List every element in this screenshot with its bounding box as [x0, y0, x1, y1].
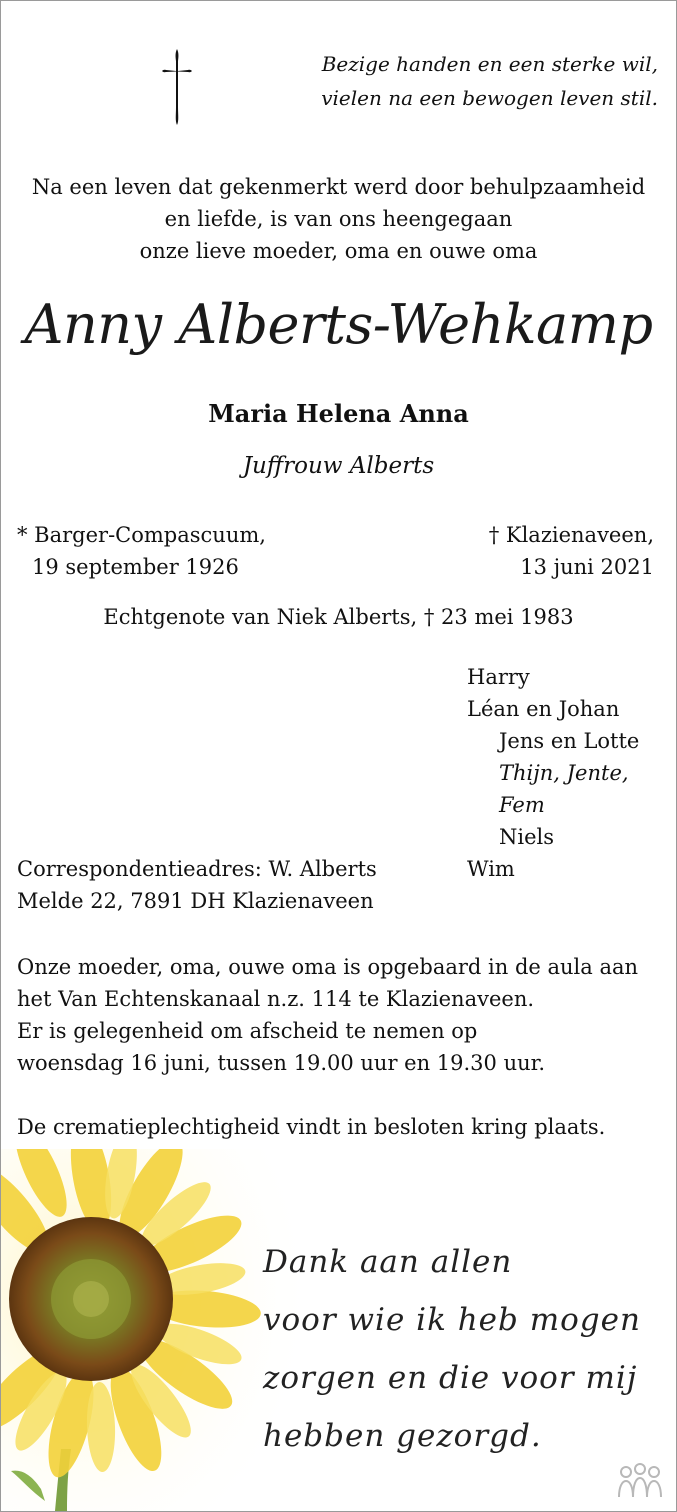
death-place: † Klazienaveen,	[488, 523, 654, 547]
intro-text	[1, 171, 676, 267]
spouse-line: Echtgenote van Niek Alberts, † 23 mei 1983	[103, 605, 574, 629]
thanks-line: voor wie ik heb mogen	[263, 1302, 641, 1338]
deceased-nickname: Juffrouw Alberts	[242, 453, 435, 479]
death-date: 13 juni 2021	[520, 555, 654, 579]
correspondence-address	[17, 853, 377, 917]
deceased-signature-name: Anny Alberts-Wehkamp	[24, 293, 653, 356]
deceased-full-name: Maria Helena Anna	[208, 399, 469, 428]
notice-line: Onze moeder, oma, ouwe oma is opgebaard in de aula aan	[17, 955, 639, 979]
family-member: Wim	[467, 857, 515, 881]
family-member: Léan en Johan	[467, 697, 620, 721]
poem-line: Bezige handen en een sterke wil,	[321, 52, 658, 76]
intro-line: en liefde, is van ons heengegaan	[164, 207, 513, 231]
viewing-notice	[17, 951, 638, 1079]
family-member: Harry	[467, 665, 530, 689]
thanks-line: hebben gezorgd.	[263, 1418, 542, 1454]
family-list	[467, 661, 676, 885]
thanks-line: zorgen en die voor mij	[263, 1360, 638, 1396]
family-member: Thijn, Jente, Fem	[499, 761, 629, 817]
address-line: Melde 22, 7891 DH Klazienaveen	[17, 889, 374, 913]
notice-line: het Van Echtenskanaal n.z. 114 te Klazienaveen.	[17, 987, 535, 1011]
thanks-line: Dank aan allen	[263, 1244, 513, 1280]
sunflower-image	[1, 1149, 301, 1511]
people-logo-icon	[616, 1463, 664, 1501]
intro-line: onze lieve moeder, oma en ouwe oma	[139, 239, 538, 263]
cross-icon	[161, 47, 193, 127]
thank-you-note	[263, 1233, 641, 1465]
address-line: Correspondentieadres: W. Alberts	[17, 857, 377, 881]
family-member: Jens en Lotte	[499, 729, 640, 753]
notice-line: woensdag 16 juni, tussen 19.00 uur en 19.30 uur.	[17, 1051, 546, 1075]
birth-date: 19 september 1926	[32, 555, 239, 579]
poem-line: vielen na een bewogen leven stil.	[321, 86, 658, 110]
death-info	[489, 519, 654, 583]
birth-info	[17, 519, 266, 583]
intro-line: Na een leven dat gekenmerkt werd door behulpzaamheid	[31, 175, 646, 199]
cremation-line: De crematieplechtigheid vindt in besloten kring plaats.	[17, 1115, 606, 1139]
poem	[321, 47, 658, 115]
family-member: Niels	[499, 825, 555, 849]
birth-place: * Barger-Compascuum,	[17, 523, 266, 547]
notice-line: Er is gelegenheid om afscheid te nemen op	[17, 1019, 478, 1043]
